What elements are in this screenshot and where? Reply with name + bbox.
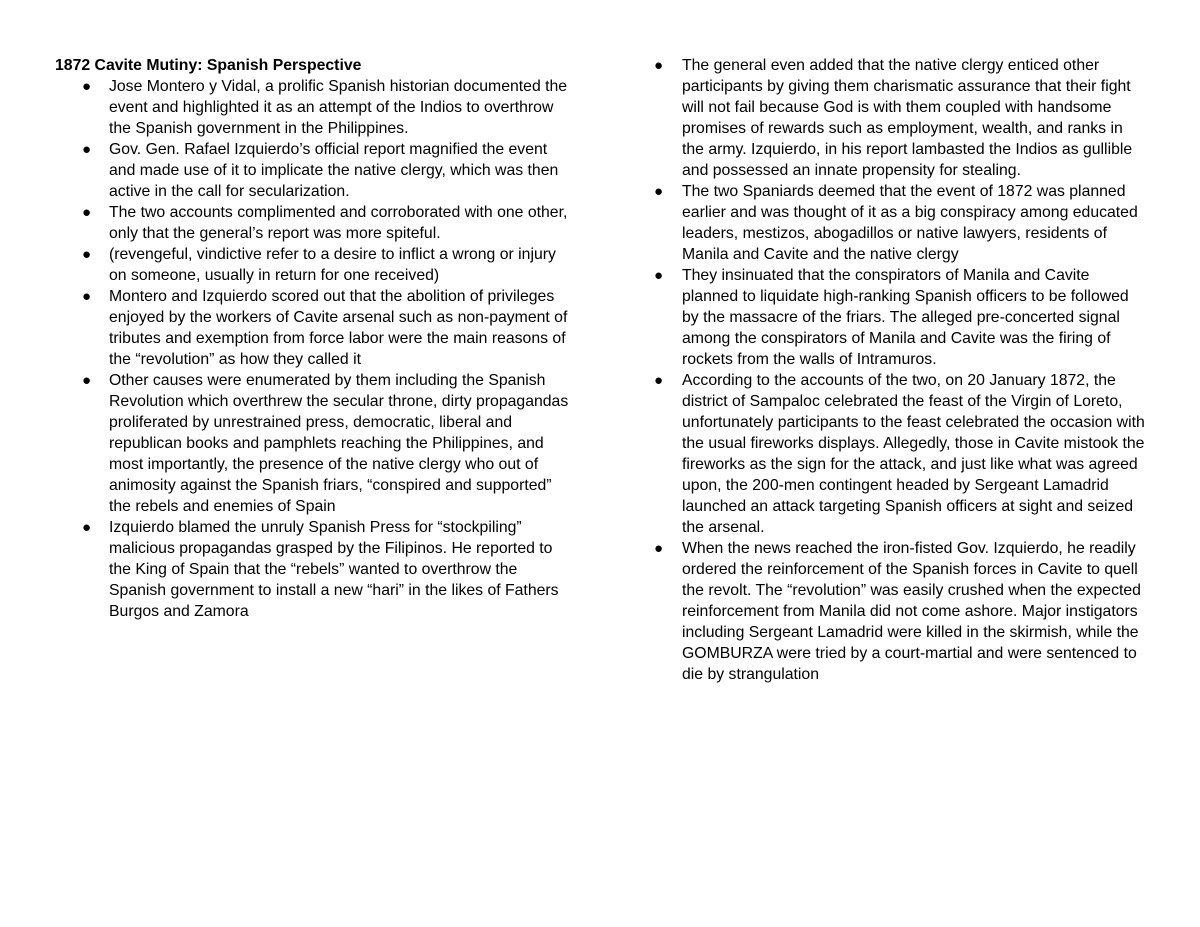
- list-item-text: The two Spaniards deemed that the event of 1872 was planned earlier and was thought of it as a big conspiracy among educated leaders, mestizos, abogadillos or native lawyers, residents of Manila and Cavite and the native clergy: [682, 183, 1138, 263]
- bullet-icon: ●: [82, 372, 92, 389]
- bullet-icon: ●: [654, 540, 664, 557]
- list-item-text: When the news reached the iron-fisted Gov. Izquierdo, he readily ordered the reinforcement of the Spanish forces in Cavite to quell the revolt. The “revolution” was easily crushed when the expected reinforcement from Manila did not come ashore. Major instigators including Sergeant Lamadrid were killed in the skirmish, while the GOMBURZA were tried by a court-martial and were sentenced to die by strangulation: [682, 540, 1141, 683]
- list-item: [627, 181, 1149, 265]
- right-bullet-list: [627, 55, 1149, 685]
- bullet-icon: ●: [654, 183, 664, 200]
- bullet-icon: ●: [654, 372, 664, 389]
- bullet-icon: ●: [654, 57, 664, 74]
- left-column: [55, 55, 575, 622]
- list-item: [55, 370, 575, 517]
- list-item-text: The two accounts complimented and corroborated with one other, only that the general’s report was more spiteful.: [109, 204, 568, 242]
- bullet-icon: ●: [654, 267, 664, 284]
- bullet-icon: ●: [82, 78, 92, 95]
- bullet-icon: ●: [82, 246, 92, 263]
- bullet-icon: ●: [82, 141, 92, 158]
- list-item-text: They insinuated that the conspirators of Manila and Cavite planned to liquidate high-ranking Spanish officers to be followed by the massacre of the friars. The alleged pre-concerted signal among the conspirators of Manila and Cavite was the firing of rockets from the walls of Intramuros.: [682, 267, 1129, 368]
- list-item-text: Izquierdo blamed the unruly Spanish Press for “stockpiling” malicious propagandas grasped by the Filipinos. He reported to the King of Spain that the “rebels” wanted to overthrow the Spanish government to install a new “hari” in the likes of Fathers Burgos and Zamora: [109, 519, 559, 620]
- list-item: [55, 517, 575, 622]
- list-item: [55, 244, 575, 286]
- list-item: [55, 286, 575, 370]
- right-column: [627, 55, 1149, 685]
- list-item-text: Montero and Izquierdo scored out that the abolition of privileges enjoyed by the workers of Cavite arsenal such as non-payment of tributes and exemption from force labor were the main reasons of the “revolution” as how they called it: [109, 288, 568, 368]
- bullet-icon: ●: [82, 288, 92, 305]
- list-item: [627, 55, 1149, 181]
- list-item: [55, 202, 575, 244]
- list-item: [627, 370, 1149, 538]
- list-item-text: The general even added that the native clergy enticed other participants by giving them charismatic assurance that their fight will not fail because God is with them coupled with handsome promises of rewards such as employment, wealth, and ranks in the army. Izquierdo, in his report lambasted the Indios as gullible and possessed an innate propensity for stealing.: [682, 57, 1133, 179]
- left-bullet-list: [55, 76, 575, 622]
- list-item: [627, 265, 1149, 370]
- list-item-text: (revengeful, vindictive refer to a desire to inflict a wrong or injury on someone, usually in return for one received): [109, 246, 556, 284]
- list-item-text: According to the accounts of the two, on 20 January 1872, the district of Sampaloc celebrated the feast of the Virgin of Loreto, unfortunately participants to the feast celebrated the occasion with the usual fireworks displays. Allegedly, those in Cavite mistook the fireworks as the sign for the attack, and just like what was agreed upon, the 200-men contingent headed by Sergeant Lamadrid launched an attack targeting Spanish officers at sight and seized the arsenal.: [682, 372, 1145, 536]
- list-item-text: Gov. Gen. Rafael Izquierdo’s official report magnified the event and made use of it to implicate the native clergy, which was then active in the call for secularization.: [109, 141, 559, 200]
- list-item: [55, 139, 575, 202]
- list-item-text: Jose Montero y Vidal, a prolific Spanish historian documented the event and highlighted it as an attempt of the Indios to overthrow the Spanish government in the Philippines.: [109, 78, 568, 137]
- list-item-text: Other causes were enumerated by them including the Spanish Revolution which overthrew the secular throne, dirty propagandas proliferated by unrestrained press, democratic, liberal and republican books and pamphlets reaching the Philippines, and most importantly, the presence of the native clergy who out of animosity against the Spanish friars, “conspired and supported” the rebels and enemies of Spain: [109, 372, 569, 515]
- section-heading: 1872 Cavite Mutiny: Spanish Perspective: [55, 57, 362, 74]
- bullet-icon: ●: [82, 519, 92, 536]
- list-item: [627, 538, 1149, 685]
- list-item: [55, 76, 575, 139]
- bullet-icon: ●: [82, 204, 92, 221]
